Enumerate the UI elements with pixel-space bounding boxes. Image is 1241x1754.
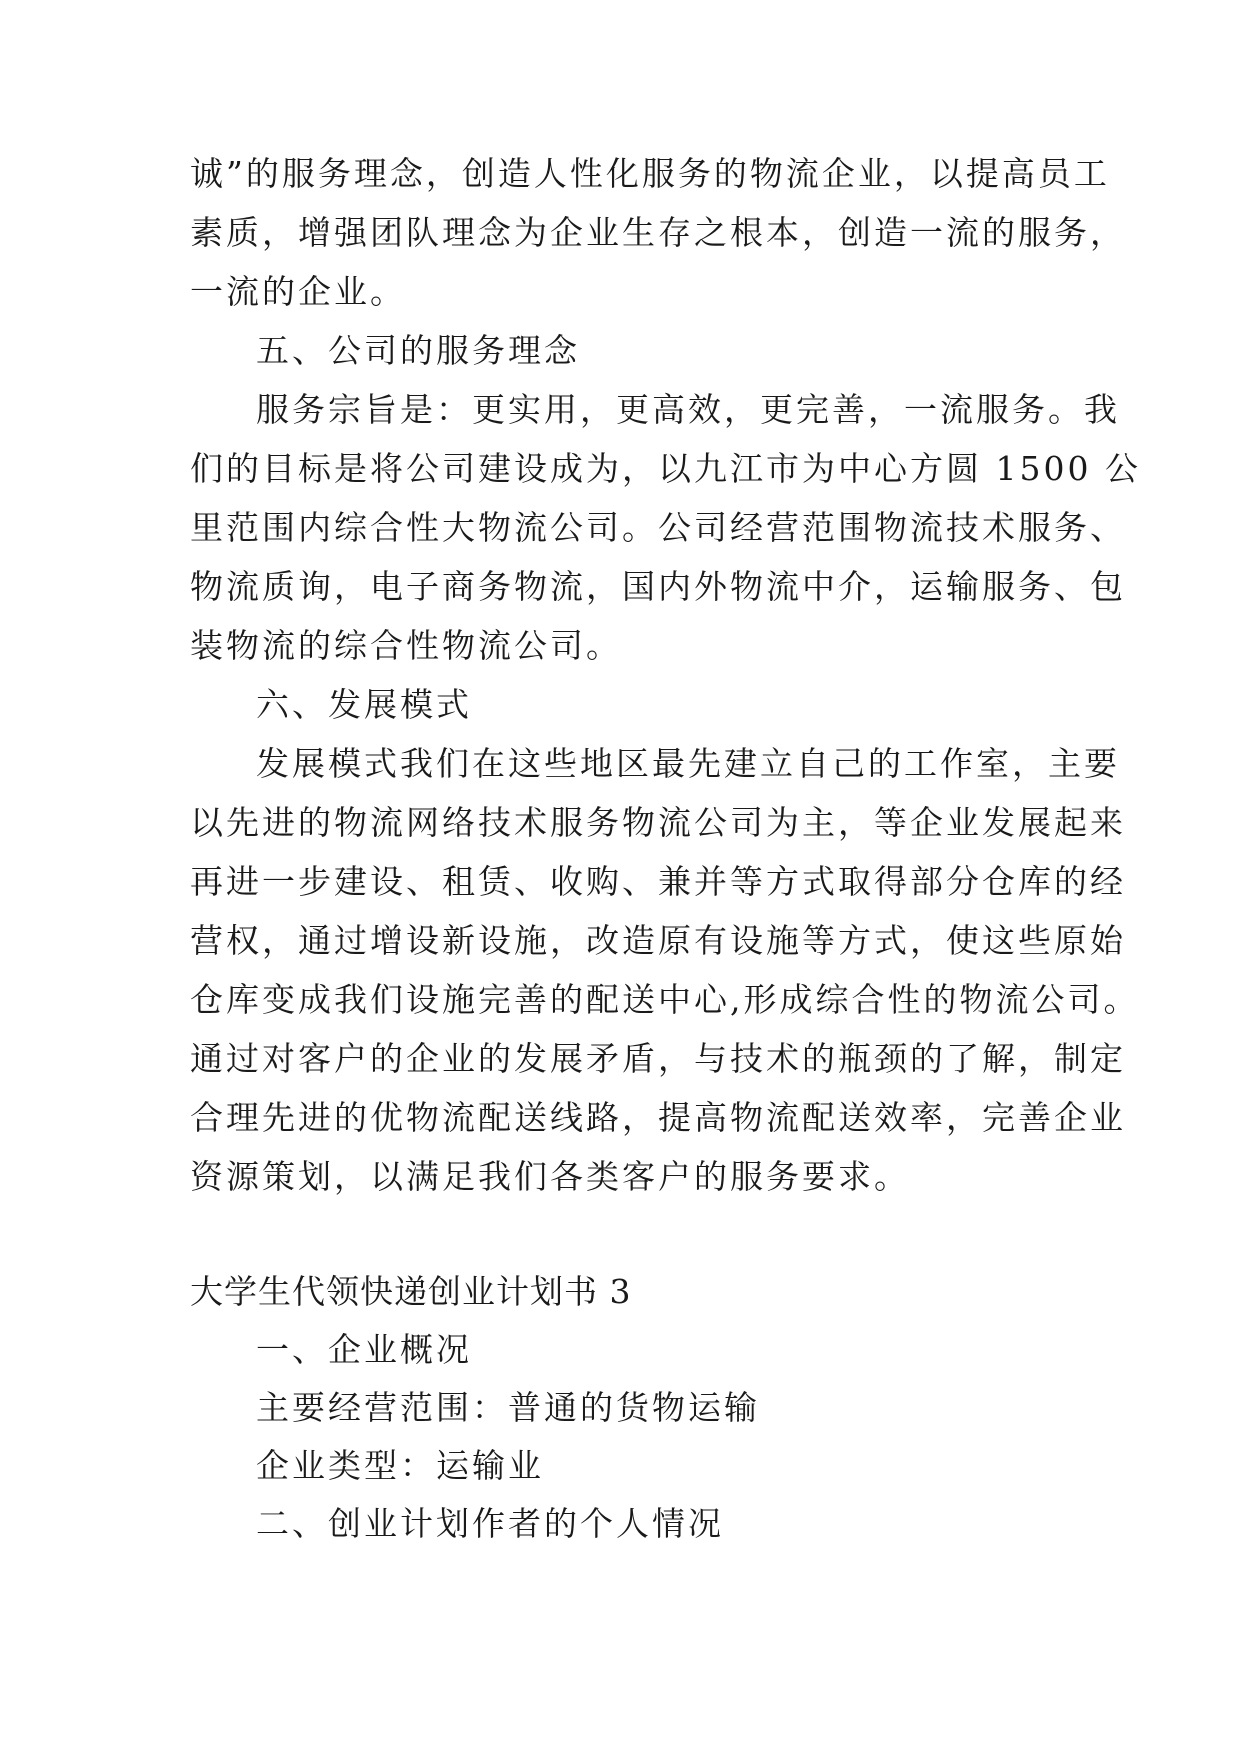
body-text-line: 装物流的综合性物流公司。 [190, 626, 622, 665]
body-text-line: 主要经营范围：普通的货物运输 [256, 1388, 760, 1427]
body-text-line: 发展模式我们在这些地区最先建立自己的工作室，主要 [256, 744, 1120, 783]
body-text-line: 再进一步建设、租赁、收购、兼并等方式取得部分仓库的经 [190, 862, 1126, 901]
section-heading: 一、企业概况 [256, 1330, 472, 1369]
section-heading: 六、发展模式 [256, 685, 472, 724]
body-text-line: 一流的企业。 [190, 272, 406, 311]
body-text-line: 资源策划，以满足我们各类客户的服务要求。 [190, 1157, 910, 1196]
body-text-line: 诚”的服务理念，创造人性化服务的物流企业，以提高员工 [190, 154, 1110, 193]
body-text-line: 企业类型：运输业 [256, 1446, 544, 1485]
section-heading: 二、创业计划作者的个人情况 [256, 1504, 724, 1543]
body-text-line: 里范围内综合性大物流公司。公司经营范围物流技术服务、 [190, 508, 1126, 547]
body-text-line: 通过对客户的企业的发展矛盾，与技术的瓶颈的了解，制定 [190, 1039, 1126, 1078]
body-text-line: 物流质询，电子商务物流，国内外物流中介，运输服务、包 [190, 567, 1126, 606]
body-text-line: 仓库变成我们设施完善的配送中心,形成综合性的物流公司。 [190, 980, 1140, 1019]
body-text-line: 营权，通过增设新设施，改造原有设施等方式，使这些原始 [190, 921, 1126, 960]
body-text-line: 以先进的物流网络技术服务物流公司为主，等企业发展起来 [190, 803, 1126, 842]
body-text-line: 们的目标是将公司建设成为，以九江市为中心方圆 1500 公 [190, 449, 1141, 488]
body-text-line: 合理先进的优物流配送线路，提高物流配送效率，完善企业 [190, 1098, 1126, 1137]
document-title: 大学生代领快递创业计划书 3 [190, 1272, 632, 1311]
body-text-line: 素质，增强团队理念为企业生存之根本，创造一流的服务， [190, 213, 1126, 252]
body-text-line: 服务宗旨是：更实用，更高效，更完善，一流服务。我 [256, 390, 1120, 429]
section-heading: 五、公司的服务理念 [256, 331, 580, 370]
